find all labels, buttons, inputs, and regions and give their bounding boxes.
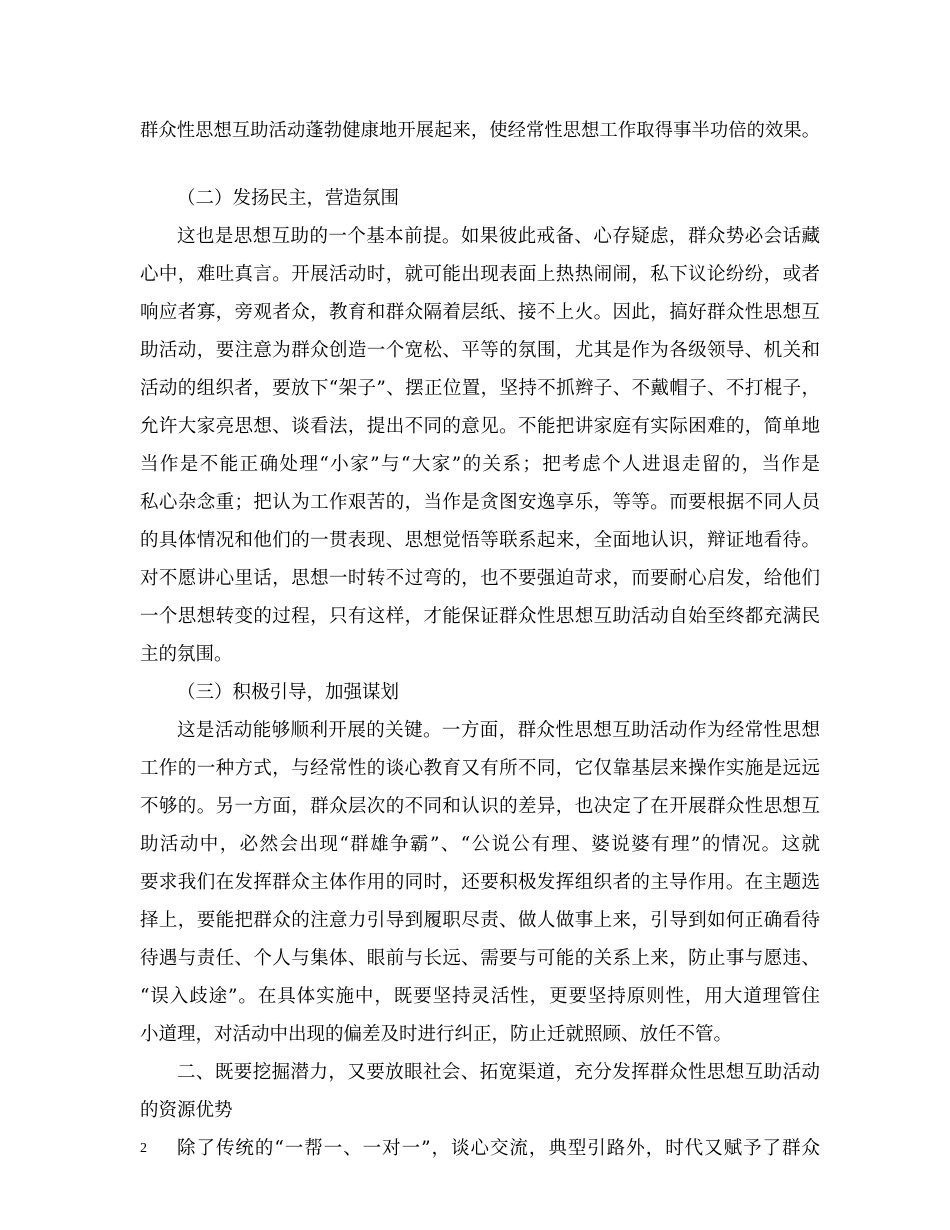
paragraph-line: 主的氛围。: [140, 644, 233, 665]
page-number: 2: [140, 1141, 147, 1156]
paragraph-line: 当作是不能正确处理“小家”与“大家”的关系；把考虑个人进退走留的，当作是: [140, 454, 820, 475]
paragraph-line: 待遇与责任、个人与集体、眼前与长远、需要与可能的关系上来，防止事与愿违、: [140, 948, 820, 969]
paragraph-line: 心中，难吐真言。开展活动时，就可能出现表面上热热闹闹，私下议论纷纷，或者: [140, 264, 820, 285]
paragraph-line: 一个思想转变的过程，只有这样，才能保证群众性思想互助活动自始至终都充满民: [140, 606, 820, 627]
section-heading: （三）积极引导，加强谋划: [177, 682, 400, 703]
paragraph-line: 私心杂念重；把认为工作艰苦的，当作是贪图安逸享乐，等等。而要根据不同人员: [140, 492, 820, 513]
paragraph-line: 择上，要能把群众的注意力引导到履职尽责、做人做事上来，引导到如何正确看待: [140, 910, 820, 931]
paragraph-line: 要求我们在发挥群众主体作用的同时，还要积极发挥组织者的主导作用。在主题选: [140, 872, 820, 893]
paragraph-line: 工作的一种方式，与经常性的谈心教育又有所不同，它仅靠基层来操作实施是远远: [140, 758, 820, 779]
paragraph-line: 响应者寡，旁观者众，教育和群众隔着层纸、接不上火。因此，搞好群众性思想互: [140, 302, 820, 323]
section-heading: （二）发扬民主，营造氛围: [177, 188, 400, 209]
paragraph-line: 的具体情况和他们的一贯表现、思想觉悟等联系起来，全面地认识，辩证地看待。: [140, 530, 820, 551]
paragraph-line: 助活动，要注意为群众创造一个宽松、平等的氛围，尤其是作为各级领导、机关和: [140, 340, 820, 361]
paragraph-line: 允许大家亮思想、谈看法，提出不同的意见。不能把讲家庭有实际困难的，简单地: [140, 416, 820, 437]
paragraph-line: 活动的组织者，要放下“架子”、摆正位置，坚持不抓辫子、不戴帽子、不打棍子，: [140, 378, 820, 399]
paragraph-line: 除了传统的“一帮一、一对一”，谈心交流，典型引路外，时代又赋予了群众: [177, 1138, 820, 1159]
paragraph-line: 这是活动能够顺利开展的关键。一方面，群众性思想互助活动作为经常性思想: [177, 720, 820, 741]
paragraph-line: 助活动中，必然会出现“群雄争霸”、“公说公有理、婆说婆有理”的情况。这就: [140, 834, 820, 855]
paragraph-line: “误入歧途”。在具体实施中，既要坚持灵活性，更要坚持原则性，用大道理管住: [140, 986, 820, 1007]
section-heading: 二、既要挖掘潜力，又要放眼社会、拓宽渠道，充分发挥群众性思想互助活动: [177, 1062, 820, 1083]
paragraph-line: 对不愿讲心里话，思想一时转不过弯的，也不要强迫苛求，而要耐心启发，给他们: [140, 568, 820, 589]
section-heading: 的资源优势: [140, 1100, 233, 1121]
paragraph-line: 小道理，对活动中出现的偏差及时进行纠正，防止迁就照顾、放任不管。: [140, 1024, 733, 1045]
paragraph-line: 群众性思想互助活动蓬勃健康地开展起来，使经常性思想工作取得事半功倍的效果。: [140, 120, 820, 141]
paragraph-line: 不够的。另一方面，群众层次的不同和认识的差异，也决定了在开展群众性思想互: [140, 796, 820, 817]
paragraph-line: 这也是思想互助的一个基本前提。如果彼此戒备、心存疑虑，群众势必会话藏: [177, 226, 820, 247]
